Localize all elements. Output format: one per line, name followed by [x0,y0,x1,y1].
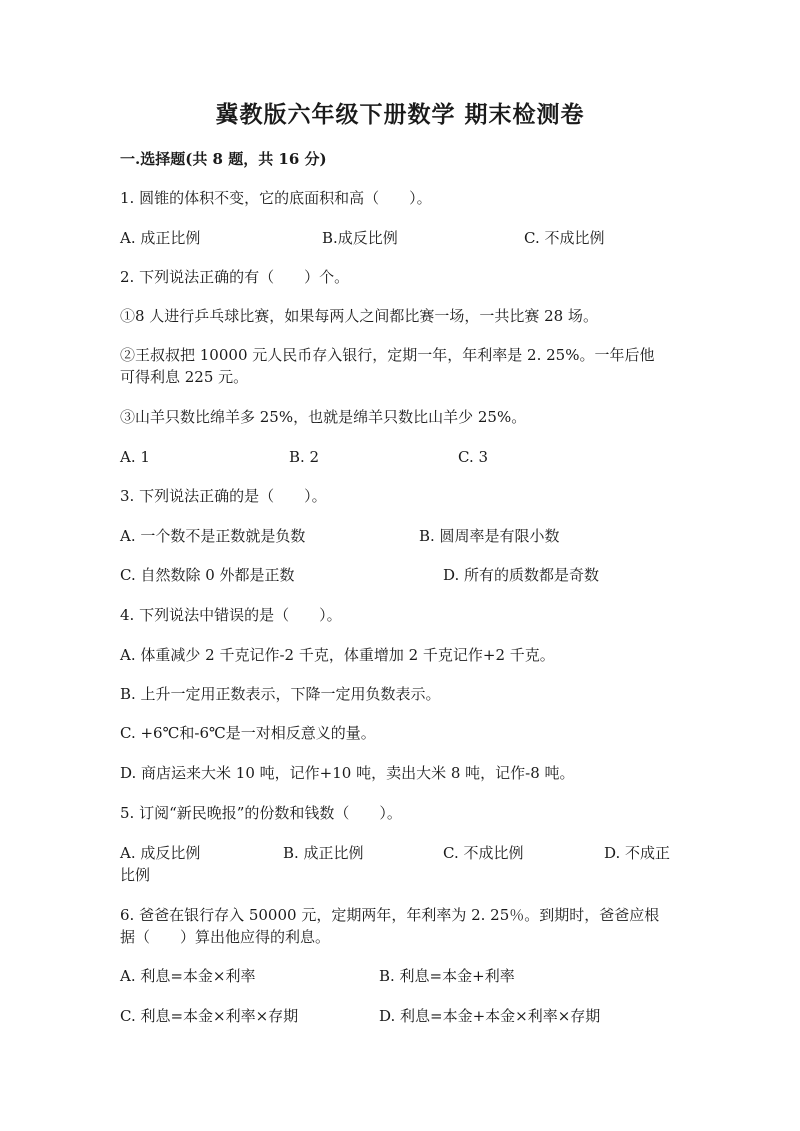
question-3-stem: 3. 下列说法正确的是（ ）。 [120,487,327,505]
section-heading: 一.选择题(共 8 题，共 16 分) [120,150,327,168]
question-3-option-b: B. 圆周率是有限小数 [419,527,560,545]
question-1-stem: 1. 圆锥的体积不变，它的底面积和高（ ）。 [120,189,432,207]
question-2-option-c: C. 3 [458,448,489,466]
question-2-statement-1: ①8 人进行乒乓球比赛，如果每两人之间都比赛一场，一共比赛 28 场。 [120,307,598,325]
question-3-option-a: A. 一个数不是正数就是负数 [120,527,306,545]
question-4-option-a: A. 体重减少 2 千克记作-2 千克，体重增加 2 千克记作+2 千克。 [120,646,555,664]
question-5-option-c: C. 不成比例 [443,844,524,862]
question-6-option-b: B. 利息=本金+利率 [379,967,515,985]
question-6-option-d: D. 利息=本金+本金×利率×存期 [379,1007,601,1025]
question-2-stem: 2. 下列说法正确的有（ ）个。 [120,268,350,286]
question-4-stem: 4. 下列说法中错误的是（ ）。 [120,606,342,624]
question-4-option-c: C. +6℃和-6℃是一对相反意义的量。 [120,724,376,742]
question-1-option-a: A. 成正比例 [120,229,201,247]
question-2-statement-2-line-2: 可得利息 225 元。 [120,368,249,386]
question-6-stem-line-2: 据（ ）算出他应得的利息。 [120,928,331,946]
question-4-option-b: B. 上升一定用正数表示，下降一定用负数表示。 [120,685,441,703]
question-4-option-d: D. 商店运来大米 10 吨，记作+10 吨，卖出大米 8 吨，记作-8 吨。 [120,764,575,782]
question-1-option-b: B.成反比例 [322,229,398,247]
page-title: 冀教版六年级下册数学 期末检测卷 [215,101,585,128]
question-3-option-c: C. 自然数除 0 外都是正数 [120,566,295,584]
question-2-statement-2-line-1: ②王叔叔把 10000 元人民币存入银行，定期一年，年利率是 2. 25%。一年后他 [120,346,655,364]
question-5-option-a: A. 成反比例 [120,844,201,862]
question-2-option-b: B. 2 [289,448,320,466]
question-5-option-d-continued: 比例 [120,866,151,884]
question-1-option-c: C. 不成比例 [524,229,605,247]
question-5-stem: 5. 订阅“新民晚报”的份数和钱数（ ）。 [120,804,402,822]
question-5-option-d: D. 不成正 [604,844,671,862]
question-2-option-a: A. 1 [120,448,150,466]
question-5-option-b: B. 成正比例 [283,844,364,862]
question-6-option-a: A. 利息=本金×利率 [120,967,256,985]
question-6-option-c: C. 利息=本金×利率×存期 [120,1007,299,1025]
question-2-statement-3: ③山羊只数比绵羊多 25%，也就是绵羊只数比山羊少 25%。 [120,408,527,426]
question-3-option-d: D. 所有的质数都是奇数 [443,566,600,584]
question-6-stem-line-1: 6. 爸爸在银行存入 50000 元，定期两年，年利率为 2. 25％。到期时，爸爸应根 [120,906,660,924]
